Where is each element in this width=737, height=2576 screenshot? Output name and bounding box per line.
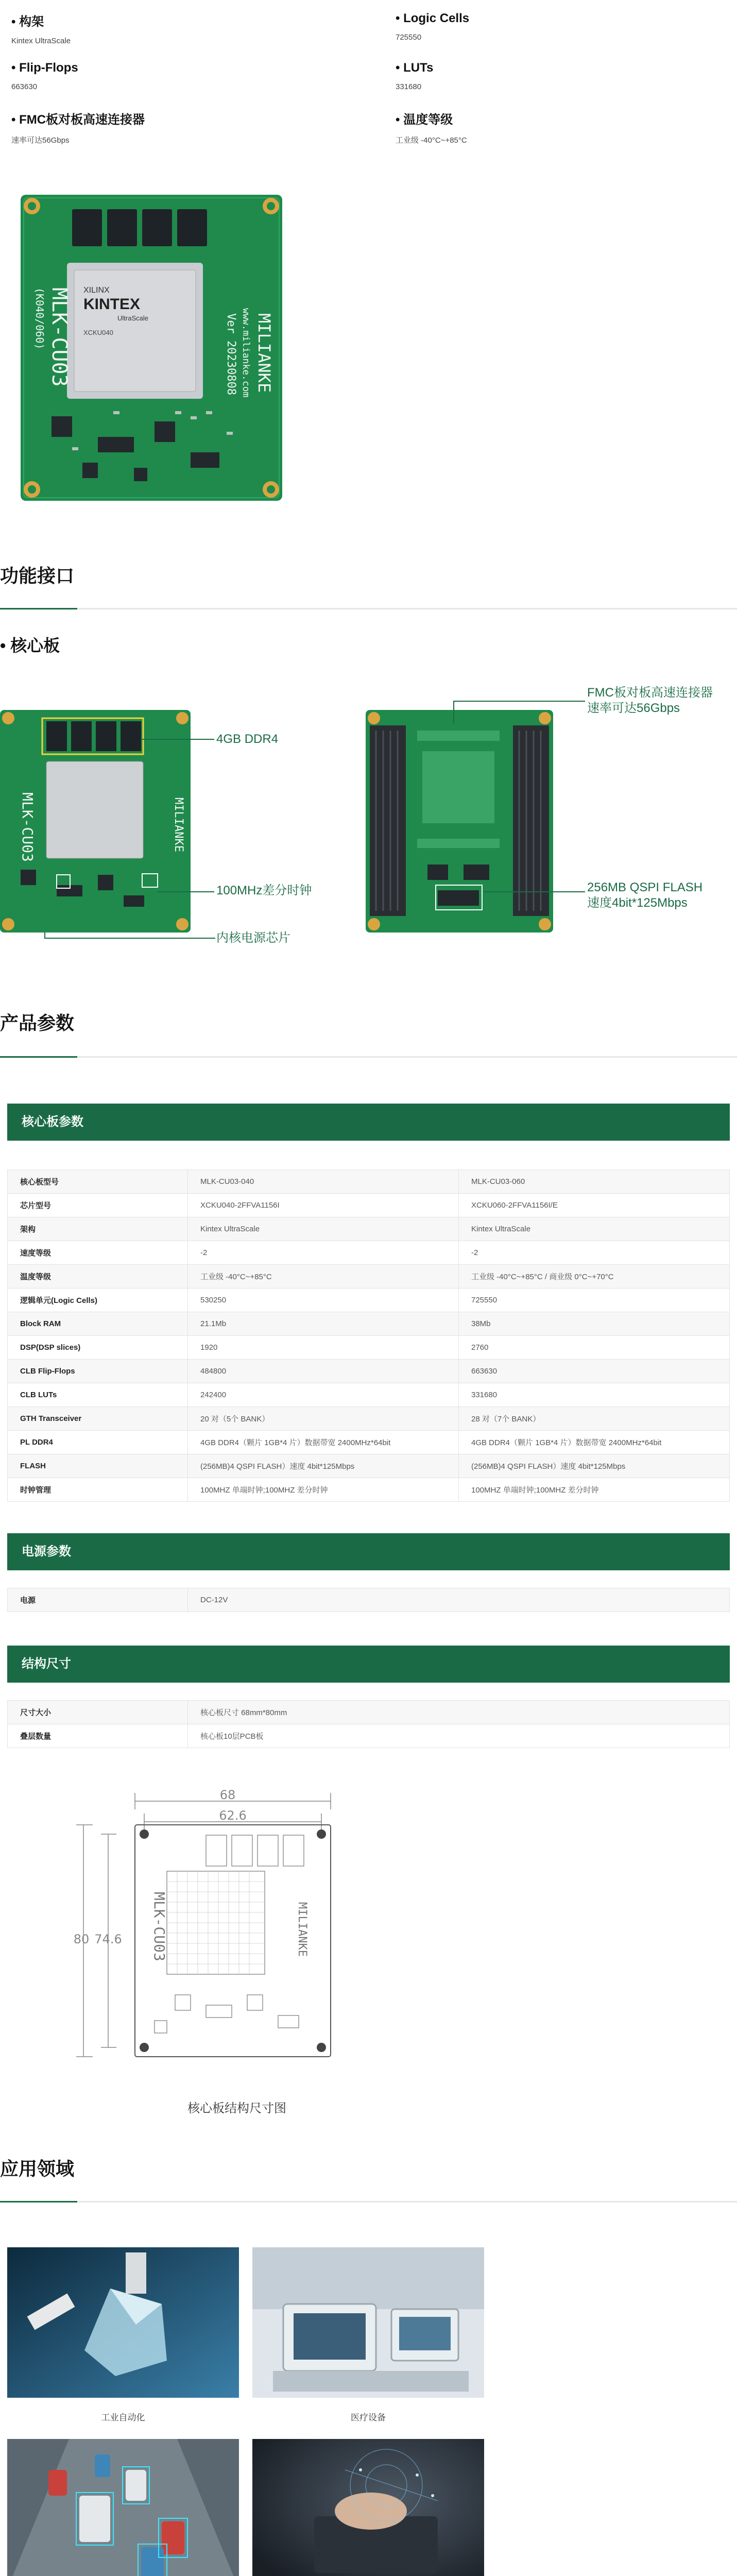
chip-sub: UltraScale [117,314,148,322]
callout-fmc-line1: FMC板对板高速连接器 [587,686,713,700]
table-cell: GTH Transceiver [8,1407,188,1431]
table-cell: 架构 [8,1217,188,1241]
table-cell: 核心板尺寸 68mm*80mm [188,1701,730,1724]
feature-title: • FMC板对板高速连接器 [11,113,145,127]
table-cell: CLB LUTs [8,1383,188,1407]
table-cell: Kintex UltraScale [459,1217,730,1241]
table-cell: XCKU060-2FFVA1156I/E [459,1194,730,1217]
table-row [8,1478,730,1502]
callout-line-ddr [142,739,214,740]
core-params-table [7,1170,730,1502]
feature-architecture [11,11,71,45]
table-cell: 温度等级 [8,1265,188,1289]
feature-flip-flops [11,61,78,91]
section-title-apps: 应用领域 [0,2158,75,2179]
callout-qspi-line1: 256MB QSPI FLASH [587,880,703,894]
table-cell: 20 对（5个 BANK） [188,1407,459,1431]
app-label-medical: 医疗设备 [351,2413,386,2422]
board-front-image [0,710,191,933]
table-row [8,1170,730,1194]
callout-fmc [587,685,713,716]
table-cell: Block RAM [8,1312,188,1336]
table-row [8,1312,730,1336]
table-row [8,1265,730,1289]
feature-title: • 温度等级 [396,113,453,127]
feature-value: Kintex UltraScale [11,37,71,45]
feature-title: • LUTs [396,61,434,75]
table-cell: 28 对（7个 BANK） [459,1407,730,1431]
table-row [8,1194,730,1217]
table-cell: 尺寸大小 [8,1701,188,1724]
table-cell: 工业级 -40°C~+85°C [188,1265,459,1289]
chip-part: XCKU040 [83,329,113,336]
svg-text:MLK-CU03: MLK-CU03 [151,1892,168,1961]
table-cell: 4GB DDR4（颗片 1GB*4 片）数据带宽 2400MHz*64bit [459,1431,730,1454]
board-back-image [366,710,553,933]
feature-fmc [11,109,145,145]
callout-power: 内核电源芯片 [216,931,290,945]
table-row [8,1407,730,1431]
table-cell: 工业级 -40°C~+85°C / 商业级 0°C~+70°C [459,1265,730,1289]
table-cell: 530250 [188,1289,459,1312]
callout-fmc-line2: 速率可达56Gbps [587,701,680,715]
table-cell: 核心板型号 [8,1170,188,1194]
callout-ddr: 4GB DDR4 [216,732,279,746]
callout-clock: 100MHz差分时钟 [216,884,312,897]
dimension-caption: 核心板结构尺寸图 [187,2102,286,2115]
feature-temperature [396,109,467,145]
table-row [8,1241,730,1265]
table-row [8,1588,730,1612]
app-image-industrial [7,2247,239,2398]
table-row [8,1360,730,1383]
table-cell: 芯片型号 [8,1194,188,1217]
table-cell: -2 [459,1241,730,1265]
table-cell: MLK-CU03-060 [459,1170,730,1194]
table-row [8,1724,730,1748]
table-row [8,1383,730,1407]
table-cell: Kintex UltraScale [188,1217,459,1241]
dim-width-outer: 68 [219,1789,236,1802]
table-cell: 100MHZ 单端时钟;100MHZ 差分时钟 [459,1478,730,1502]
table-cell: XCKU040-2FFVA1156I [188,1194,459,1217]
section-title-params: 产品参数 [0,1012,75,1033]
callout-line-qspi [484,891,585,892]
table-cell: 331680 [459,1383,730,1407]
table-cell: 电源 [8,1588,188,1612]
core-board-subtitle: • 核心板 [0,636,60,655]
table-cell: 2760 [459,1336,730,1360]
feature-value: 663630 [11,82,38,91]
feature-logic-cells [396,11,469,42]
board-code: (K040/060) [33,287,46,350]
table-cell: MLK-CU03-040 [188,1170,459,1194]
table-row [8,1431,730,1454]
dim-width-inner: 62.6 [219,1808,247,1823]
table-row [8,1701,730,1724]
table-cell: 484800 [188,1360,459,1383]
table-cell: 4GB DDR4（颗片 1GB*4 片）数据带宽 2400MHz*64bit [188,1431,459,1454]
callout-qspi-line2: 速度4bit*125Mbps [587,896,688,910]
table-cell: 38Mb [459,1312,730,1336]
table-cell: 核心板10层PCB板 [188,1724,730,1748]
callout-line-fmc-v2 [453,701,454,711]
feature-title: • Logic Cells [396,11,470,25]
table-cell: 时钟管理 [8,1478,188,1502]
dim-height-outer: 80 [73,1932,90,1946]
band-struct-params: 结构尺寸 [7,1646,730,1683]
table-cell: 速度等级 [8,1241,188,1265]
table-cell: DSP(DSP slices) [8,1336,188,1360]
table-cell: 725550 [459,1289,730,1312]
app-image-vision [7,2439,239,2576]
board-model: MLK-CU03 [47,287,71,387]
callout-line-fmc [453,701,585,702]
table-cell: 逻辑单元(Logic Cells) [8,1289,188,1312]
table-row [8,1336,730,1360]
feature-value: 工业级 -40°C~+85°C [396,136,467,145]
table-cell: -2 [188,1241,459,1265]
power-params-table [7,1588,730,1612]
chip-name: KINTEX [83,296,141,313]
chip-brand: XILINX [83,286,110,295]
board-site: www.milianke.com [241,308,251,398]
feature-value: 331680 [396,82,422,91]
app-label-industrial: 工业自动化 [101,2413,145,2422]
svg-text:MILIANKE: MILIANKE [296,1902,308,1957]
dimension-drawing [72,1789,340,2067]
app-image-medical [252,2247,484,2398]
table-cell: 242400 [188,1383,459,1407]
table-cell: 1920 [188,1336,459,1360]
table-cell: 100MHZ 单端时钟;100MHZ 差分时钟 [188,1478,459,1502]
table-cell: 叠层数量 [8,1724,188,1748]
board-version: Ver 20230808 [225,313,237,395]
feature-value: 速率可达56Gbps [11,136,70,145]
band-core-params: 核心板参数 [7,1104,730,1141]
section-title-interfaces: 功能接口 [0,565,75,586]
board-maker: MILIANKE [254,313,274,393]
app-image-network [252,2439,484,2576]
table-row [8,1454,730,1478]
callout-line-power-v [44,933,45,938]
section-divider [0,2201,737,2202]
dim-height-inner: 74.6 [94,1932,122,1946]
svg-text:MILIANKE: MILIANKE [172,798,185,852]
table-cell: PL DDR4 [8,1431,188,1454]
section-divider [0,608,737,609]
table-cell: (256MB)4 QSPI FLASH）速度 4bit*125Mbps [459,1454,730,1478]
feature-title: • Flip-Flops [11,61,78,75]
svg-text:MLK-CU03: MLK-CU03 [19,792,36,862]
callout-qspi [587,880,702,911]
feature-luts [396,61,433,91]
table-cell: DC-12V [188,1588,730,1612]
band-power-params: 电源参数 [7,1533,730,1570]
callout-line-clock [158,891,214,892]
core-board-image [21,195,282,501]
table-cell: CLB Flip-Flops [8,1360,188,1383]
callout-line-power [44,938,215,939]
table-cell: 21.1Mb [188,1312,459,1336]
section-divider [0,1056,737,1058]
struct-params-table [7,1700,730,1748]
table-row [8,1289,730,1312]
feature-value: 725550 [396,33,422,42]
feature-title: • 构架 [11,15,44,29]
table-cell: FLASH [8,1454,188,1478]
table-cell: (256MB)4 QSPI FLASH）速度 4bit*125Mbps [188,1454,459,1478]
table-row [8,1217,730,1241]
callout-line-fmc-v [453,711,454,723]
table-cell: 663630 [459,1360,730,1383]
